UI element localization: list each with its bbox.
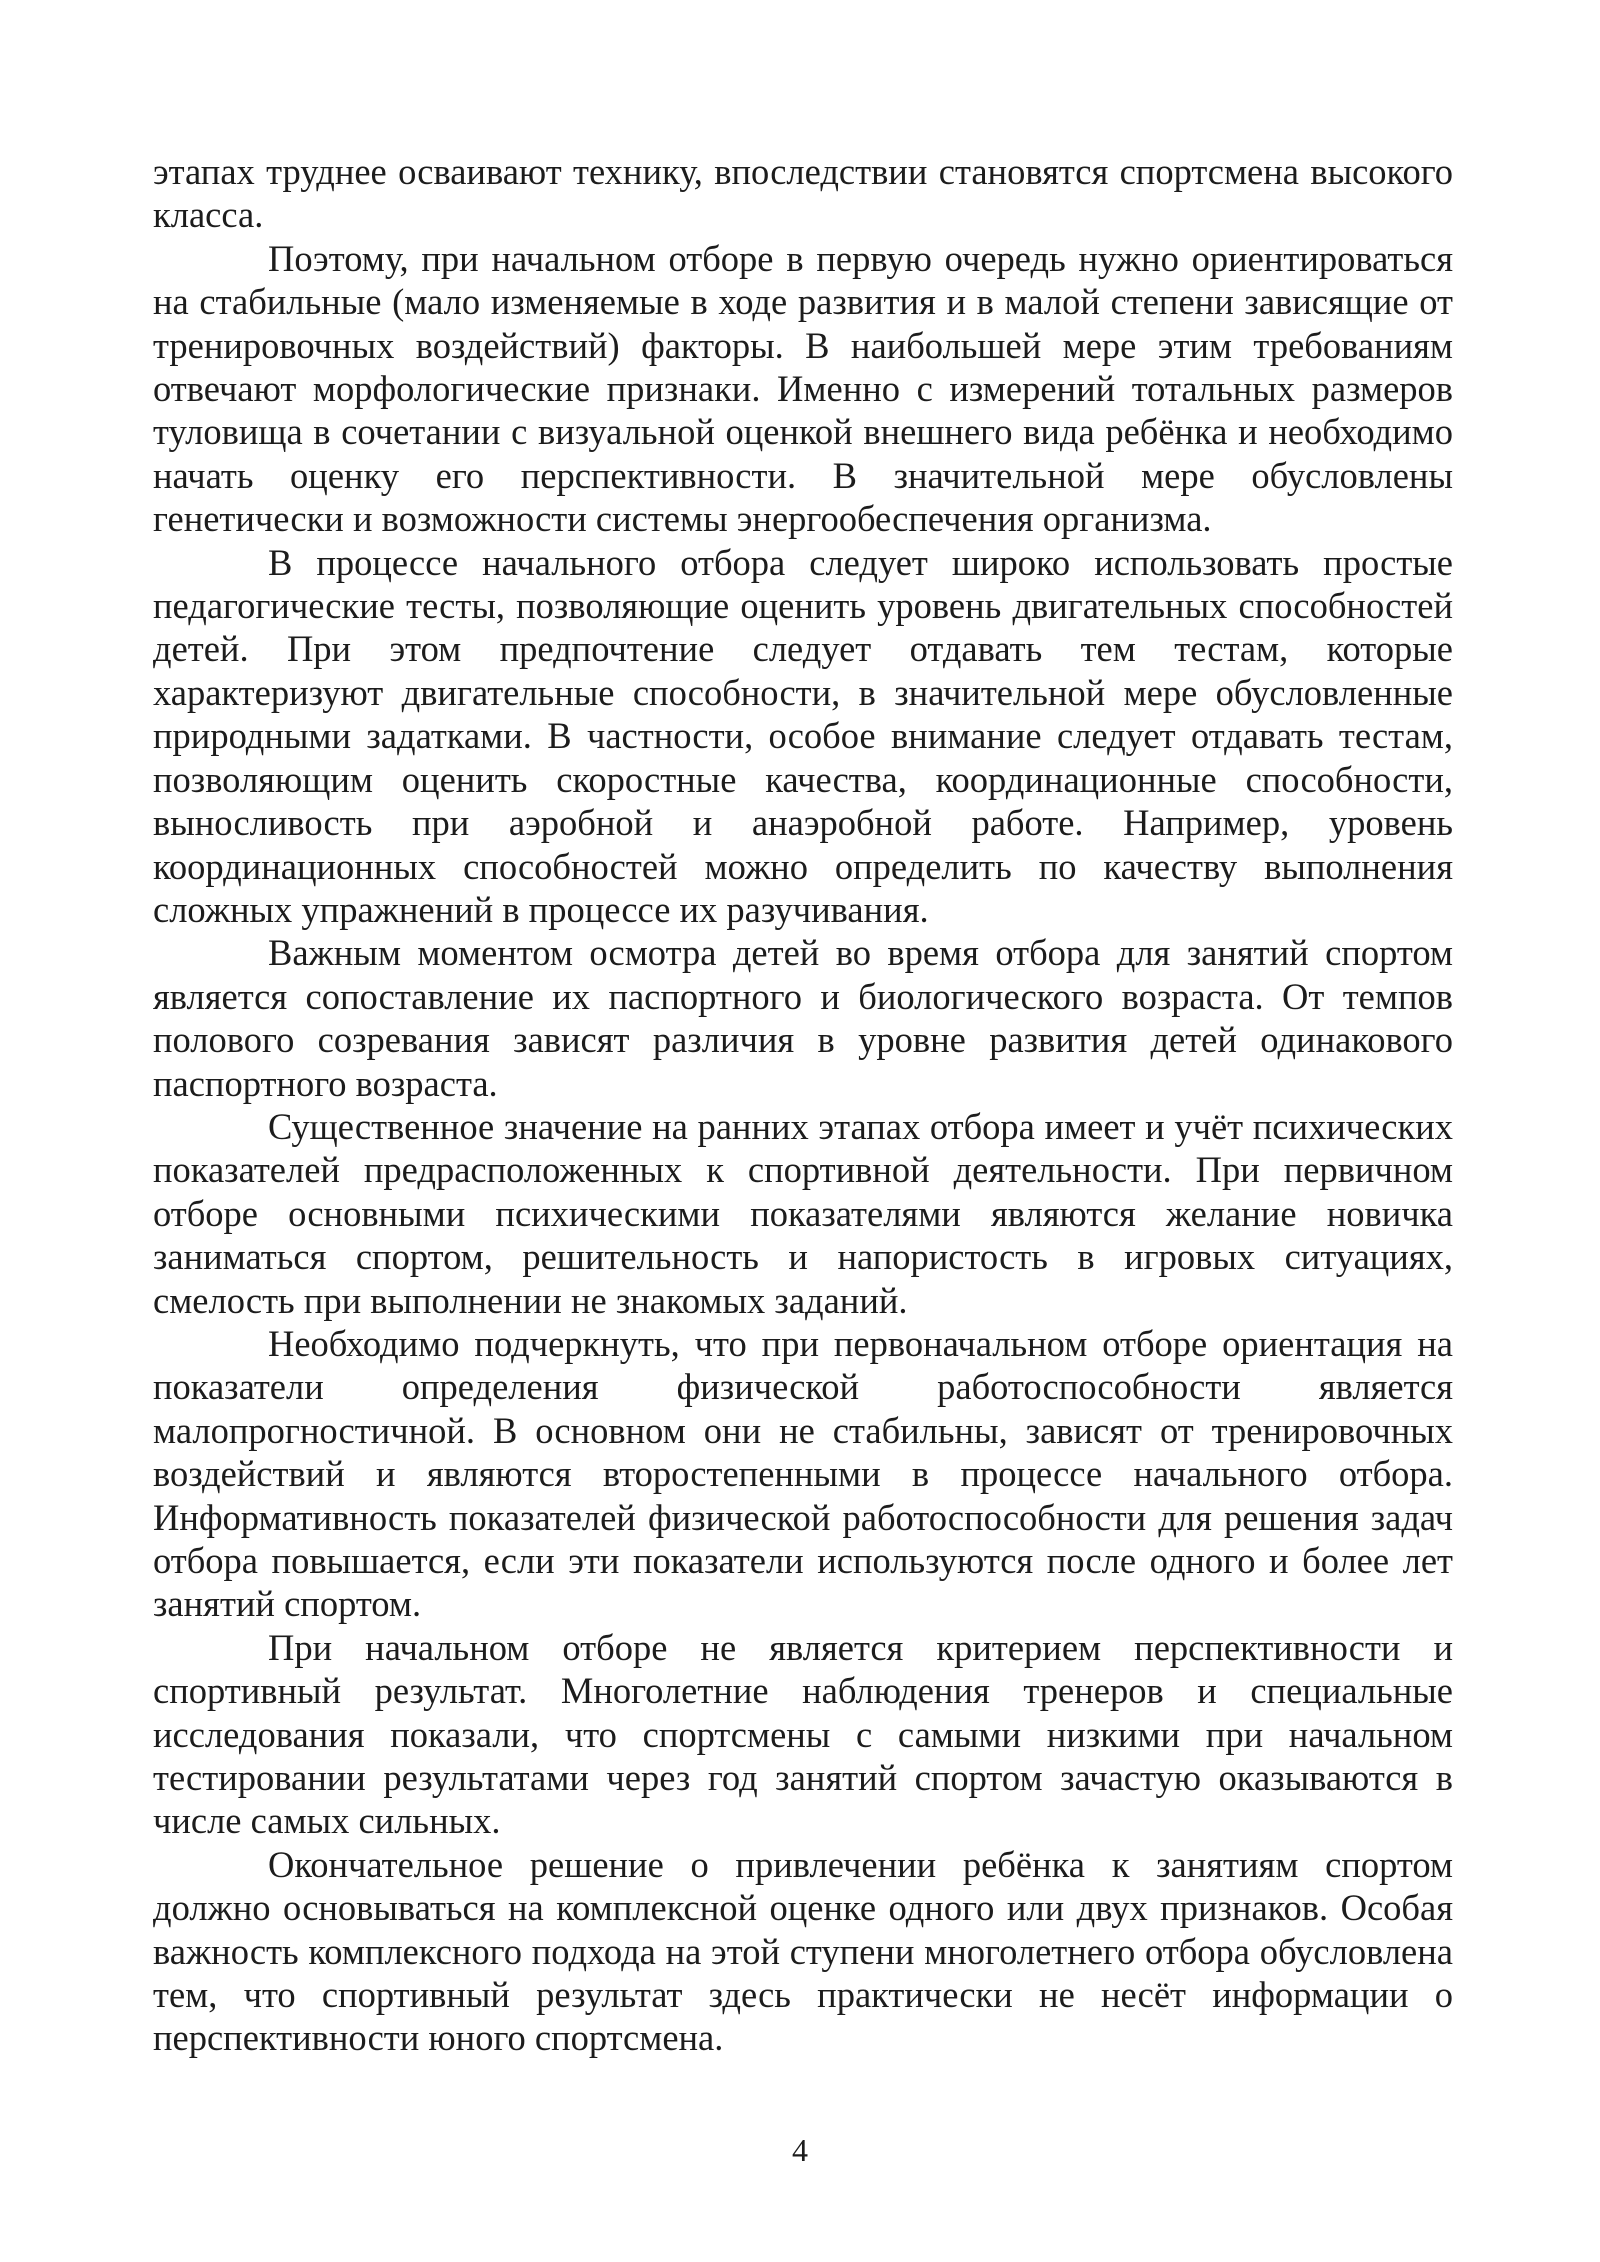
paragraph-pedagogical-tests: В процессе начального отбора следует широко использовать простые педагогические тесты, позволяющие оценить уровень двигательных способностей детей. При этом предпочтение следует отдавать тем тестам, которые характеризуют двигательные способности, в значительной мере обусловленные природными задатками. В частности, особое внимание следует отдавать тестам, позволяющим оценить скоростные качества, координационные способности, выносливость при аэробной и анаэробной работе. Например, уровень координационных способностей можно определить по качеству выполнения сложных упражнений в процессе их разучивания. bbox=[153, 541, 1453, 930]
paragraph-continuation: этапах труднее осваивают технику, впоследствии становятся спортсмена высокого класса. bbox=[153, 151, 1453, 236]
paragraph-biological-age: Важным моментом осмотра детей во время отбора для занятий спортом является сопоставление их паспортного и биологического возраста. От темпов полового созревания зависят различия в уровне развития детей одинакового паспортного возраста. bbox=[153, 932, 1453, 1104]
paragraph-stable-factors: Поэтому, при начальном отборе в первую очередь нужно ориентироваться на стабильные (мало изменяемые в ходе развития и в малой степени зависящие от тренировочных воздействий) факторы. В наибольшей мере этим требованиям отвечают морфологические признаки. Именно с измерений тотальных размеров туловища в сочетании с визуальной оценкой внешнего вида ребёнка и необходимо начать оценку его перспективности. В значительной мере обусловлены генетически и возможности системы энергообеспечения организма. bbox=[153, 237, 1453, 540]
paragraph-psychological-indicators: Существенное значение на ранних этапах отбора имеет и учёт психических показателей предрасположенных к спортивной деятельности. При первичном отборе основными психическими показателями являются желание новичка заниматься спортом, решительность и напористость в игровых ситуациях, смелость при выполнении не знакомых заданий. bbox=[153, 1105, 1453, 1321]
body-text bbox=[153, 150, 1453, 2060]
paragraph-physical-performance: Необходимо подчеркнуть, что при первоначальном отборе ориентация на показатели определения физической работоспособности является малопрогностичной. В основном они не стабильны, зависят от тренировочных воздействий и являются второстепенными в процессе начального отбора. Информативность показателей физической работоспособности для решения задач отбора повышается, если эти показатели используются после одного и более лет занятий спортом. bbox=[153, 1322, 1453, 1625]
paragraph-final-decision: Окончательное решение о привлечении ребёнка к занятиям спортом должно основываться на комплексной оценке одного или двух признаков. Особая важность комплексного подхода на этой ступени многолетнего отбора обусловлена тем, что спортивный результат здесь практически не несёт информации о перспективности юного спортсмена. bbox=[153, 1843, 1453, 2059]
page-number: 4 bbox=[792, 2132, 808, 2168]
paragraph-sport-result: При начальном отборе не является критерием перспективности и спортивный результат. Многолетние наблюдения тренеров и специальные исследования показали, что спортсмены с самыми низкими при начальном тестировании результатами через год занятий спортом зачастую оказываются в числе самых сильных. bbox=[153, 1626, 1453, 1842]
